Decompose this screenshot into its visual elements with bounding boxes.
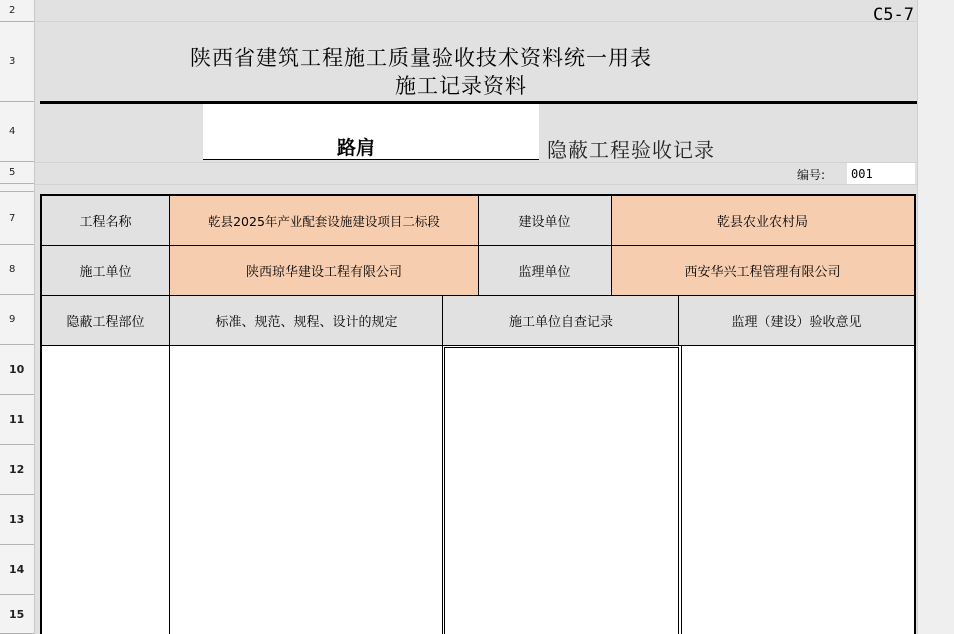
row-header[interactable]: 13 [0,495,34,545]
form-title: 陕西省建筑工程施工质量验收技术资料统一用表 [190,46,652,70]
number-label: 编号: [797,168,826,182]
row-header[interactable]: 14 [0,545,34,595]
table-line [169,196,170,634]
row-header[interactable]: 15 [0,595,34,634]
table-line [40,345,916,346]
subject-text: 路肩 [337,137,376,159]
row-header[interactable]: 3 [0,22,34,102]
col-header-standard: 标准、规范、规程、设计的规定 [170,295,443,345]
record-type: 隐蔽工程验收记录 [547,138,715,162]
project-name-value[interactable]: 乾县2025年产业配套设施建设项目二标段 [170,196,478,245]
row-header[interactable]: 8 [0,245,34,295]
supervisor-value[interactable]: 西安华兴工程管理有限公司 [611,245,914,295]
row-header[interactable]: 9 [0,295,34,345]
gridline [35,184,917,185]
project-name-label: 工程名称 [41,196,170,245]
supervisor-label: 监理单位 [478,245,611,295]
right-pane [917,0,954,634]
gridline [35,21,917,22]
table-line [442,295,443,634]
gridline [35,162,917,163]
row-header[interactable]: 5 [0,162,34,184]
row-header[interactable]: 12 [0,445,34,495]
table-line [611,196,612,295]
table-left-border [40,194,42,634]
table-line [678,295,679,345]
owner-value[interactable]: 乾县农业农村局 [611,196,914,245]
table-line [681,345,682,634]
form-subtitle: 施工记录资料 [395,74,527,98]
form-code: C5-7 [873,5,914,25]
self-check-box[interactable] [444,347,679,634]
table-right-border [914,194,916,634]
row-header[interactable]: 7 [0,192,34,245]
row-header[interactable]: 11 [0,395,34,445]
contractor-label: 施工单位 [41,245,170,295]
row-header-column [0,0,35,634]
owner-label: 建设单位 [478,196,611,245]
table-line [40,295,916,296]
row-header[interactable]: 2 [0,0,34,22]
contractor-value[interactable]: 陕西琼华建设工程有限公司 [170,245,478,295]
row-header[interactable]: 4 [0,102,34,162]
col-header-opinion: 监理（建设）验收意见 [679,295,914,345]
col-header-self-check: 施工单位自查记录 [443,295,679,345]
number-value: 001 [851,167,873,181]
col-header-part: 隐蔽工程部位 [41,295,170,345]
table-line [478,196,479,295]
row-header[interactable] [0,184,34,192]
row-header[interactable]: 10 [0,345,34,395]
